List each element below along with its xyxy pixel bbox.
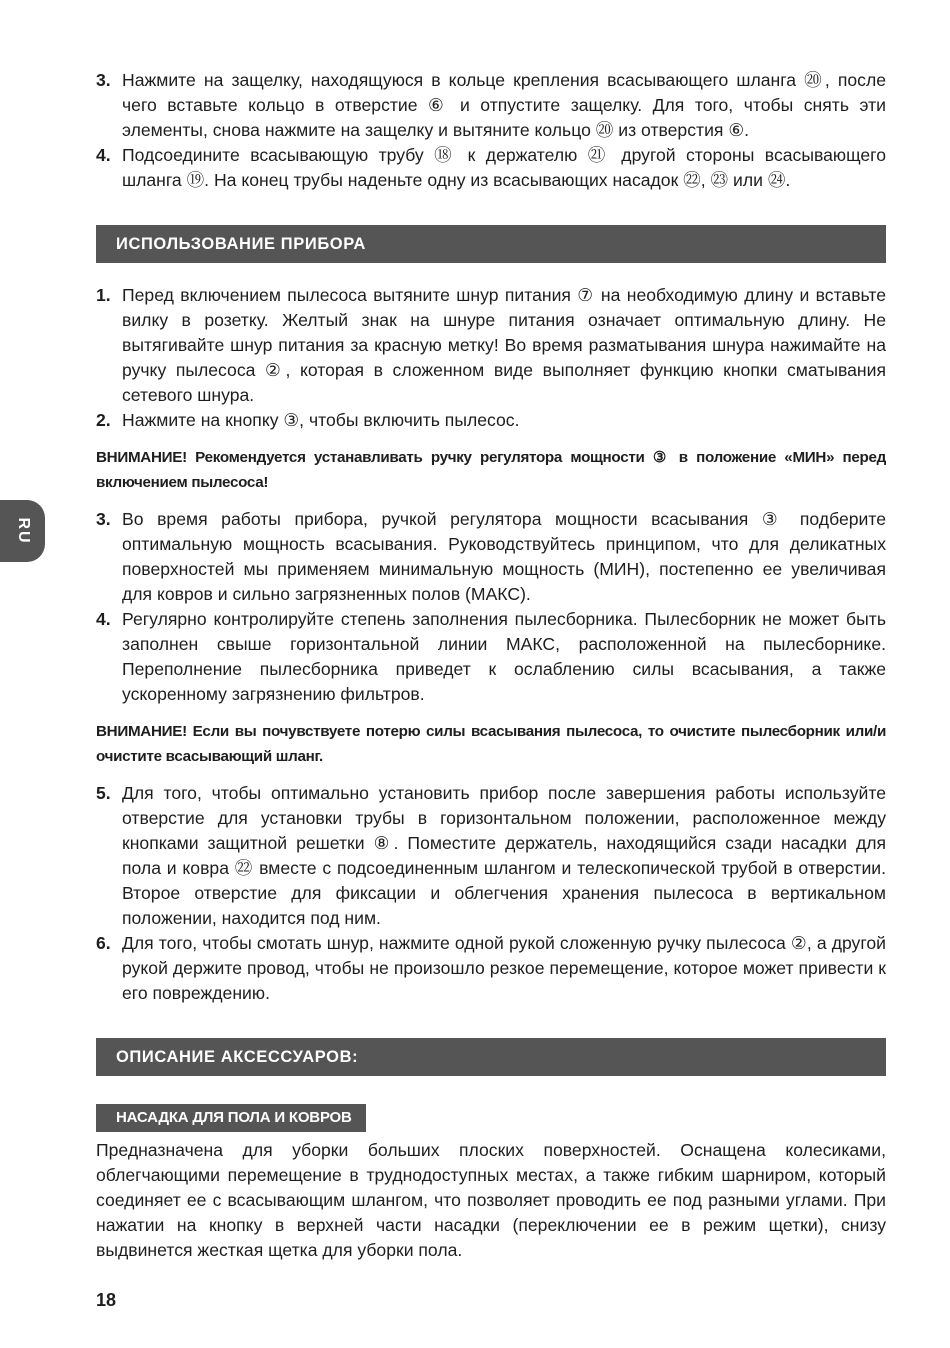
list-item	[96, 931, 886, 1006]
step-number: 5.	[96, 783, 111, 803]
step-number: 3.	[96, 70, 111, 90]
step-text: Нажмите на кнопку ③, чтобы включить пылесос.	[122, 410, 520, 430]
step-text: Перед включением пылесоса вытяните шнур питания ⑦ на необходимую длину и вставьте вилку в розетку. Желтый знак на шнуре питания означает оптимальную длину. Не вытягивайте шнур питания за красную метку! Во время разматывания шнура нажимайте на ручку пылесоса ②, которая в сложенном виде выполняет функцию кнопки сматывания сетевого шнура.	[122, 285, 886, 405]
list-item	[96, 507, 886, 607]
step-number: 4.	[96, 609, 111, 629]
floor-nozzle-description: Предназначена для уборки больших плоских поверхностей. Оснащена колесиками, облегчающими перемещение в труднодоступных местах, а также гибким шарниром, который соединяет ее с всасывающим шлангом, что позволяет проводить ее под разными углами. При нажатии на кнопку в верхней части насадки (переключении ее в режим щетки), снизу выдвинется жесткая щетка для уборки пола.	[96, 1140, 886, 1260]
subsection-heading-floor-nozzle: НАСАДКА ДЛЯ ПОЛА И КОВРОВ	[96, 1104, 366, 1132]
step-number: 4.	[96, 145, 111, 165]
step-number: 1.	[96, 285, 111, 305]
step-number: 6.	[96, 933, 111, 953]
steps-list-usage-b	[96, 507, 886, 707]
step-text: Для того, чтобы оптимально установить прибор после завершения работы используйте отверстие для установки трубы в горизонтальном положении, расположенное между кнопками защитной решетки ⑧. Поместите держатель, находящийся сзади насадки для пола и ковра ㉒ вместе с подсоединенным шлангом и телескопической трубой в отверстии. Второе отверстие для фиксации и облегчения хранения пылесоса в вертикальном положении, находится под ним.	[122, 783, 886, 928]
list-item	[96, 68, 886, 143]
step-text: Нажмите на защелку, находящуюся в кольце крепления всасывающего шланга ⑳, после чего вставьте кольцо в отверстие ⑥ и отпустите защелку. Для того, чтобы снять эти элементы, снова нажмите на защелку и вытяните кольцо ⑳ из отверстия ⑥.	[122, 70, 886, 140]
step-text: Регулярно контролируйте степень заполнения пылесборника. Пылесборник не может быть заполнен свыше горизонтальной линии МАКС, расположенной на пылесборнике. Переполнение пылесборника приведет к ослаблению силы всасывания, а также ускоренному загрязнению фильтров.	[122, 609, 886, 704]
step-text: Подсоедините всасывающую трубу ⑱ к держателю ㉑ другой стороны всасывающего шланга ⑲. На конец трубы наденьте одну из всасывающих насадок ㉒, ㉓ или ㉔.	[122, 145, 886, 190]
language-tab	[0, 500, 45, 562]
step-text: Для того, чтобы смотать шнур, нажмите одной рукой сложенную ручку пылесоса ②, а другой рукой держите провод, чтобы не произошло резкое перемещение, которое может привести к его повреждению.	[122, 933, 886, 1003]
step-text: Во время работы прибора, ручкой регулятора мощности всасывания ③ подберите оптимальную мощность всасывания. Руководствуйтесь принципом, что для деликатных поверхностей мы применяем минимальную мощность (МИН), постепенно ее увеличивая для ковров и сильно загрязненных полов (МАКС).	[122, 509, 886, 604]
list-item	[96, 607, 886, 707]
list-item	[96, 408, 886, 433]
steps-list-top	[96, 68, 886, 193]
warning-note: ВНИМАНИЕ! Если вы почувствуете потерю силы всасывания пылесоса, то очистите пылесборник или/и очистите всасывающий шланг.	[96, 723, 886, 765]
steps-list-usage-c	[96, 781, 886, 1006]
page-number: 18	[96, 1290, 117, 1310]
list-item	[96, 143, 886, 193]
step-number: 2.	[96, 410, 111, 430]
list-item	[96, 781, 886, 931]
page-content	[96, 68, 886, 1263]
step-number: 3.	[96, 509, 111, 529]
section-heading-usage: ИСПОЛЬЗОВАНИЕ ПРИБОРА	[96, 225, 886, 263]
warning-note: ВНИМАНИЕ! Рекомендуется устанавливать ручку регулятора мощности ③ в положение «МИН» перед включением пылесоса!	[96, 449, 886, 491]
section-heading-accessories: ОПИСАНИЕ АКСЕССУАРОВ:	[96, 1038, 886, 1076]
list-item	[96, 283, 886, 408]
language-tab-label: RU	[14, 517, 32, 545]
steps-list-usage-a	[96, 283, 886, 433]
